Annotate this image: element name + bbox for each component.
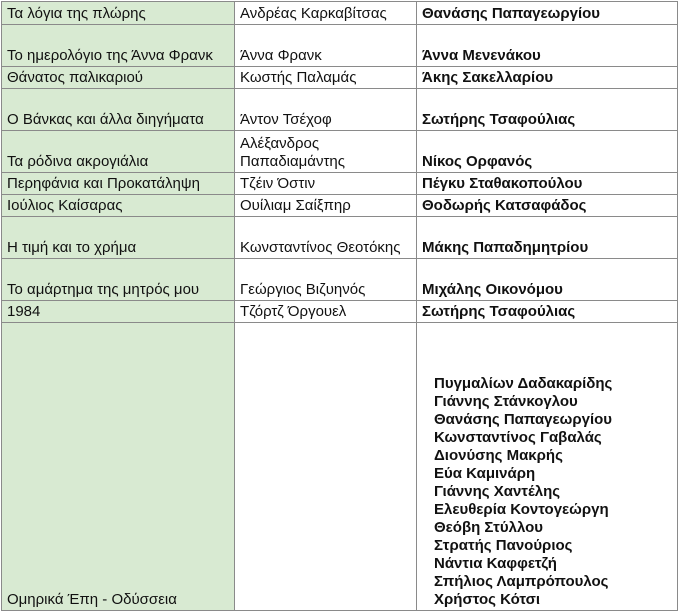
author-cell: Τζέιν Όστιν [235, 173, 417, 195]
book-title-cell: Ιούλιος Καίσαρας [2, 195, 235, 217]
table-row [2, 89, 678, 131]
author-cell: Κωστής Παλαμάς [235, 67, 417, 89]
translator-cell: Πέγκυ Σταθακοπούλου [417, 173, 678, 195]
author-cell: Άννα Φρανκ [235, 25, 417, 67]
translator-name: Θεόβη Στύλλου [434, 519, 543, 536]
author-cell: Τζόρτζ Όργουελ [235, 301, 417, 323]
author-cell: Αλέξανδρος Παπαδιαμάντης [235, 131, 417, 173]
book-title-cell: Ο Βάνκας και άλλα διηγήματα [2, 89, 235, 131]
translator-list-cell [417, 323, 678, 611]
table-row [2, 259, 678, 301]
translator-cell: Άκης Σακελλαρίου [417, 67, 678, 89]
translator-name: Πυγμαλίων Δαδακαρίδης [434, 375, 613, 392]
translator-name: Σπήλιος Λαμπρόπουλος [434, 573, 609, 590]
author-cell: Κωνσταντίνος Θεοτόκης [235, 217, 417, 259]
table-row [2, 301, 678, 323]
translator-name: Κωνσταντίνος Γαβαλάς [434, 429, 602, 446]
author-cell: Άντον Τσέχοφ [235, 89, 417, 131]
translator-name: Ελευθερία Κοντογεώργη [434, 501, 609, 518]
book-title-cell: Το ημερολόγιο της Άννα Φρανκ [2, 25, 235, 67]
table-row [2, 217, 678, 259]
table-row [2, 195, 678, 217]
author-cell: Ουίλιαμ Σαίξπηρ [235, 195, 417, 217]
translator-name: Διονύσης Μακρής [434, 447, 563, 464]
table-row [2, 67, 678, 89]
translator-name: Χρήστος Κότσι [434, 591, 541, 608]
book-title-cell: Τα ρόδινα ακρογιάλια [2, 131, 235, 173]
book-title-cell: Το αμάρτημα της μητρός μου [2, 259, 235, 301]
book-title-cell: Ομηρικά Έπη - Οδύσσεια [2, 323, 235, 611]
translator-name: Εύα Καμινάρη [434, 465, 536, 482]
author-cell: Γεώργιος Βιζυηνός [235, 259, 417, 301]
translator-cell: Θανάσης Παπαγεωργίου [417, 2, 678, 25]
book-title-cell: 1984 [2, 301, 235, 323]
book-title-cell: Θάνατος παλικαριού [2, 67, 235, 89]
translator-cell: Θοδωρής Κατσαφάδος [417, 195, 678, 217]
book-title-cell: Περηφάνια και Προκατάληψη [2, 173, 235, 195]
author-cell: Ανδρέας Καρκαβίτσας [235, 2, 417, 25]
table-row [2, 131, 678, 173]
translator-list [434, 375, 672, 609]
translator-cell: Σωτήρης Τσαφούλιας [417, 89, 678, 131]
table-row [2, 25, 678, 67]
book-title-cell: Τα λόγια της πλώρης [2, 2, 235, 25]
translator-name: Νάντια Καφφετζή [434, 555, 557, 572]
translator-cell: Άννα Μενενάκου [417, 25, 678, 67]
translator-name: Γιάννης Χαντέλης [434, 483, 561, 500]
translator-name: Γιάννης Στάνκογλου [434, 393, 578, 410]
translator-name: Θανάσης Παπαγεωργίου [434, 411, 613, 428]
book-title-cell: Η τιμή και το χρήμα [2, 217, 235, 259]
books-table [1, 1, 678, 611]
translator-cell: Μάκης Παπαδημητρίου [417, 217, 678, 259]
translator-cell: Νίκος Ορφανός [417, 131, 678, 173]
translator-name: Στρατής Πανούριος [434, 537, 573, 554]
author-cell [235, 323, 417, 611]
table-row [2, 173, 678, 195]
table-row [2, 323, 678, 611]
table-row [2, 2, 678, 25]
translator-cell: Μιχάλης Οικονόμου [417, 259, 678, 301]
translator-cell: Σωτήρης Τσαφούλιας [417, 301, 678, 323]
